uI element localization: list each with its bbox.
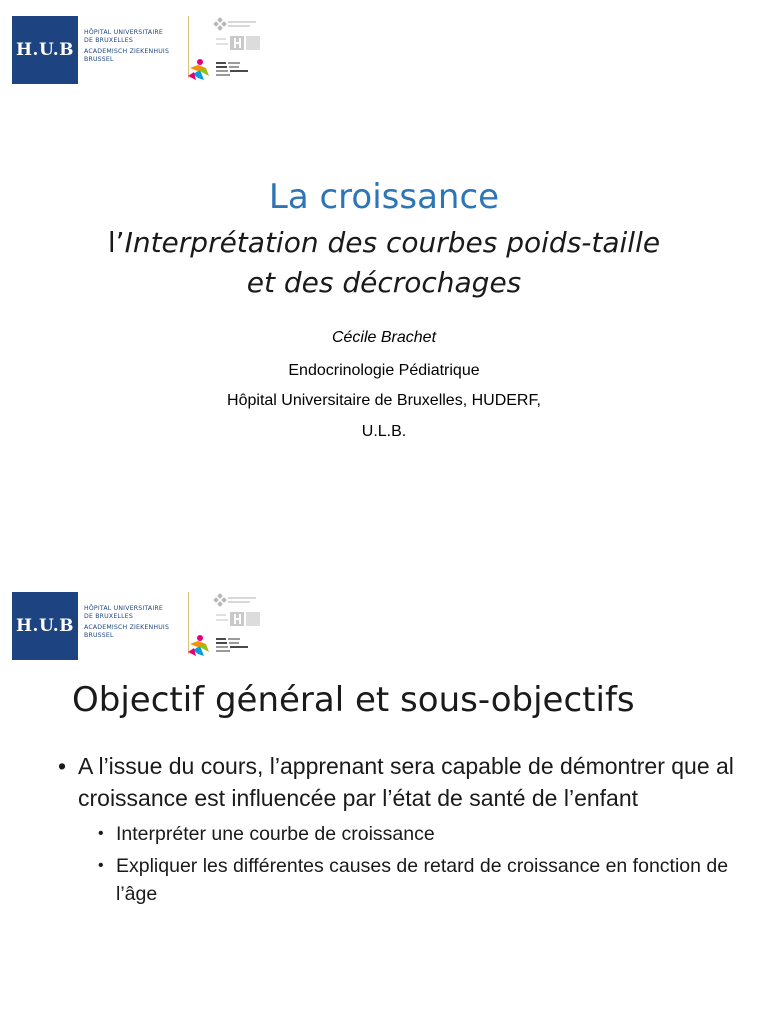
bullet-dot-icon: • — [98, 825, 104, 842]
hub-line-2: DE BRUXELLES — [84, 613, 133, 620]
partner-logos — [176, 592, 256, 662]
hub-logo-text — [84, 605, 184, 640]
hub-line-1: HÔPITAL UNIVERSITAIRE — [84, 29, 163, 36]
hub-logo-abbrev: H.U.B — [15, 616, 75, 636]
affiliation-university: U.L.B. — [361, 423, 407, 440]
bullet-text: A l’issue du cours, l’apprenant sera capable de démontrer que al croissance est influencée par l’état de santé de l’enfant — [78, 753, 734, 811]
hub-logo-abbrev: H.U.B — [15, 40, 75, 60]
hub-logo — [12, 16, 78, 84]
subtitle-line-2: et des décrochages — [246, 266, 522, 299]
hub-logo — [12, 592, 78, 660]
sub-bullet-text: Expliquer les différentes causes de retard de croissance en fonction de l’âge — [116, 855, 729, 905]
hub-line-4: BRUSSEL — [84, 56, 114, 63]
hub-line-1: HÔPITAL UNIVERSITAIRE — [84, 605, 163, 612]
slide-title: Objectif général et sous-objectifs — [72, 680, 635, 720]
bullet-item — [58, 750, 748, 814]
bullet-dot-icon: • — [98, 857, 104, 874]
sub-bullet-item — [98, 820, 748, 848]
affiliation-hospital: Hôpital Universitaire de Bruxelles, HUDERF, — [227, 392, 541, 409]
hub-line-4: BRUSSEL — [84, 632, 114, 639]
sub-bullet-list — [98, 820, 748, 908]
affiliation-department: Endocrinologie Pédiatrique — [288, 362, 480, 379]
sub-bullet-text: Interpréter une courbe de croissance — [116, 823, 435, 845]
hub-logo-header — [12, 592, 252, 662]
partner-logos-icon — [176, 592, 266, 662]
subtitle-line-1: Interprétation des courbes poids-taille — [124, 226, 661, 259]
subtitle-prefix: l’ — [107, 226, 125, 259]
hub-line-3: ACADEMISCH ZIEKENHUIS — [84, 48, 170, 55]
hub-logo-text — [84, 29, 184, 64]
sub-bullet-item — [98, 852, 748, 908]
presentation-subtitle — [40, 223, 728, 303]
hub-logo-header — [12, 16, 252, 86]
bullet-list — [58, 750, 748, 912]
partner-logos — [176, 16, 256, 86]
hub-line-3: ACADEMISCH ZIEKENHUIS — [84, 624, 170, 631]
partner-logos-icon — [176, 16, 266, 86]
slide-objectives — [0, 512, 768, 1024]
author-name: Cécile Brachet — [331, 329, 437, 346]
presentation-title: La croissance — [268, 177, 500, 217]
bullet-dot-icon: • — [58, 753, 67, 779]
hub-line-2: DE BRUXELLES — [84, 37, 133, 44]
